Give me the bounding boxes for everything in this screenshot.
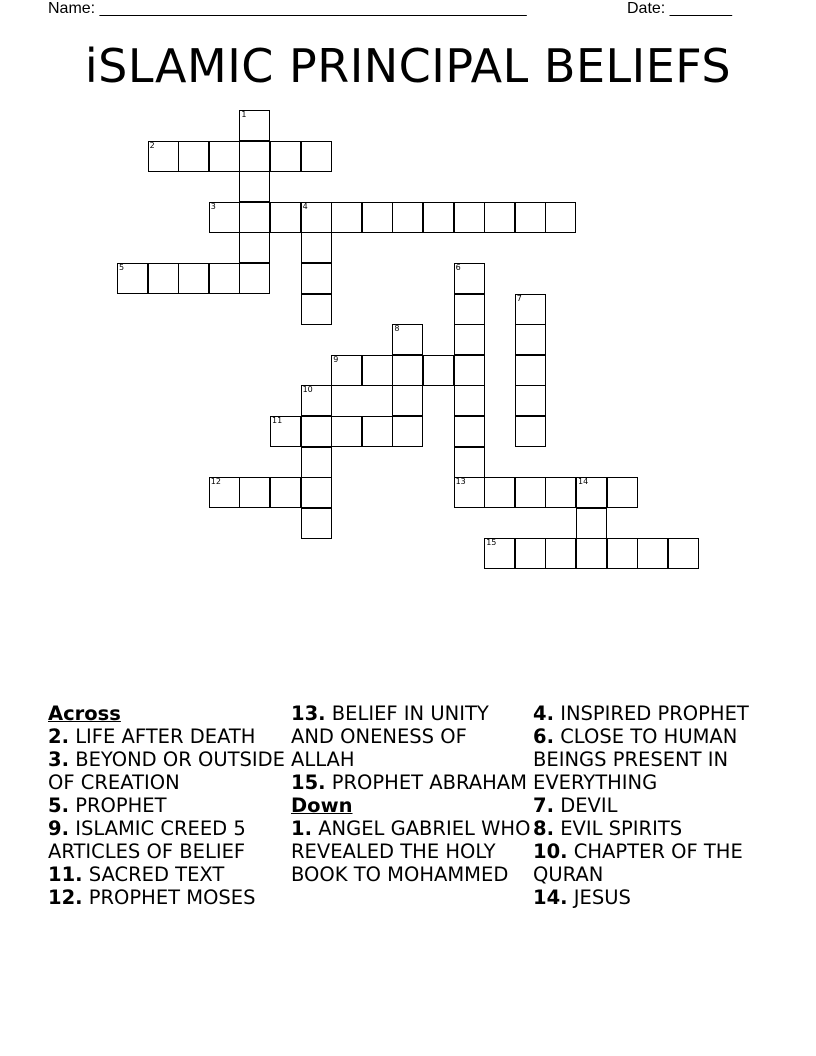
across-clue-5: 5. PROPHET xyxy=(48,794,167,817)
grid-cell[interactable] xyxy=(392,355,423,386)
down-clue-7: 7. DEVIL xyxy=(533,794,618,817)
grid-cell[interactable] xyxy=(515,355,546,386)
grid-cell[interactable] xyxy=(484,538,515,569)
grid-cell[interactable] xyxy=(331,355,362,386)
grid-cell[interactable] xyxy=(178,141,209,172)
clues-column-2 xyxy=(291,702,531,886)
across-clue-3: 3. BEYOND OR OUTSIDE OF CREATION xyxy=(48,748,285,794)
grid-cell[interactable] xyxy=(270,416,301,447)
grid-cell[interactable] xyxy=(515,477,546,508)
cell-number: 13 xyxy=(455,477,466,487)
grid-cell[interactable] xyxy=(148,263,179,294)
cell-number: 4 xyxy=(302,201,308,211)
across-clue-12: 12. PROPHET MOSES xyxy=(48,886,256,909)
grid-cell[interactable] xyxy=(576,508,607,539)
grid-cell[interactable] xyxy=(148,141,179,172)
across-clue-2: 2. LIFE AFTER DEATH xyxy=(48,725,256,748)
grid-cell[interactable] xyxy=(301,202,332,233)
across-clue-13: 13. BELIEF IN UNITY AND ONENESS OF ALLAH xyxy=(291,702,489,771)
down-clue-14: 14. JESUS xyxy=(533,886,631,909)
grid-cell[interactable] xyxy=(392,385,423,416)
grid-cell[interactable] xyxy=(392,202,423,233)
grid-cell[interactable] xyxy=(301,477,332,508)
grid-cell[interactable] xyxy=(239,110,270,141)
grid-cell[interactable] xyxy=(454,416,485,447)
cell-number: 1 xyxy=(241,110,247,119)
grid-cell[interactable] xyxy=(362,416,393,447)
cell-number: 3 xyxy=(210,201,216,211)
page-title: iSLAMIC PRINCIPAL BELIEFS xyxy=(84,39,732,93)
grid-cell[interactable] xyxy=(301,263,332,294)
across-clue-11: 11. SACRED TEXT xyxy=(48,863,225,886)
cell-number: 8 xyxy=(394,324,400,334)
grid-cell[interactable] xyxy=(301,508,332,539)
cell-number: 5 xyxy=(119,263,125,272)
name-field-line: Name: ________________________________________________ xyxy=(48,0,527,17)
clues-column-1 xyxy=(48,702,288,909)
grid-cell[interactable] xyxy=(454,355,485,386)
grid-cell[interactable] xyxy=(239,202,270,233)
cell-number: 15 xyxy=(486,538,497,548)
grid-cell[interactable] xyxy=(362,202,393,233)
grid-cell[interactable] xyxy=(515,202,546,233)
cell-number: 7 xyxy=(516,293,522,303)
down-clue-1: 1. ANGEL GABRIEL WHO REVEALED THE HOLY BOOK TO MOHAMMED xyxy=(291,817,531,886)
grid-cell[interactable] xyxy=(178,263,209,294)
grid-cell[interactable] xyxy=(362,355,393,386)
cell-number: 6 xyxy=(455,263,461,272)
cell-number: 9 xyxy=(333,354,339,364)
grid-cell[interactable] xyxy=(239,141,270,172)
across-heading: Across xyxy=(48,702,121,725)
cell-number: 14 xyxy=(578,477,589,487)
clues-column-3 xyxy=(533,702,773,909)
grid-cell[interactable] xyxy=(454,447,485,478)
grid-cell[interactable] xyxy=(270,141,301,172)
grid-cell[interactable] xyxy=(607,477,638,508)
down-clue-10: 10. CHAPTER OF THE QURAN xyxy=(533,840,743,886)
cell-number: 11 xyxy=(272,416,283,425)
down-clue-8: 8. EVIL SPIRITS xyxy=(533,817,683,840)
grid-cell[interactable] xyxy=(301,416,332,447)
grid-cell[interactable] xyxy=(454,477,485,508)
grid-cell[interactable] xyxy=(484,202,515,233)
grid-cell[interactable] xyxy=(301,141,332,172)
grid-cell[interactable] xyxy=(454,324,485,355)
grid-cell[interactable] xyxy=(392,324,423,355)
grid-cell[interactable] xyxy=(484,477,515,508)
grid-cell[interactable] xyxy=(270,477,301,508)
grid-cell[interactable] xyxy=(545,477,576,508)
grid-cell[interactable] xyxy=(607,538,638,569)
down-heading: Down xyxy=(291,794,353,817)
grid-cell[interactable] xyxy=(454,385,485,416)
grid-cell[interactable] xyxy=(668,538,699,569)
grid-cell[interactable] xyxy=(423,355,454,386)
grid-cell[interactable] xyxy=(209,202,240,233)
date-field-line: Date: _______ xyxy=(627,0,732,17)
grid-cell[interactable] xyxy=(301,294,332,325)
grid-cell[interactable] xyxy=(209,263,240,294)
grid-cell[interactable] xyxy=(515,538,546,569)
grid-cell[interactable] xyxy=(392,416,423,447)
grid-cell[interactable] xyxy=(239,232,270,263)
grid-cell[interactable] xyxy=(454,202,485,233)
grid-cell[interactable] xyxy=(637,538,668,569)
down-clue-4: 4. INSPIRED PROPHET xyxy=(533,702,749,725)
cell-number: 10 xyxy=(302,385,313,395)
cell-number: 12 xyxy=(210,477,221,487)
grid-cell[interactable] xyxy=(270,202,301,233)
grid-cell[interactable] xyxy=(301,232,332,263)
grid-cell[interactable] xyxy=(515,294,546,325)
grid-cell[interactable] xyxy=(301,385,332,416)
across-clue-15: 15. PROPHET ABRAHAM xyxy=(291,771,527,794)
grid-cell[interactable] xyxy=(331,416,362,447)
grid-cell[interactable] xyxy=(239,477,270,508)
down-clue-6: 6. CLOSE TO HUMAN BEINGS PRESENT IN EVERYTHING xyxy=(533,725,738,794)
grid-cell[interactable] xyxy=(331,202,362,233)
grid-cell[interactable] xyxy=(209,477,240,508)
grid-cell[interactable] xyxy=(301,447,332,478)
across-clue-9: 9. ISLAMIC CREED 5 ARTICLES OF BELIEF xyxy=(48,817,246,863)
grid-cell[interactable] xyxy=(545,538,576,569)
cell-number: 2 xyxy=(149,140,155,150)
grid-cell[interactable] xyxy=(576,538,607,569)
grid-cell[interactable] xyxy=(576,477,607,508)
grid-cell[interactable] xyxy=(239,171,270,202)
grid-cell[interactable] xyxy=(423,202,454,233)
grid-cell[interactable] xyxy=(515,416,546,447)
grid-cell[interactable] xyxy=(515,385,546,416)
grid-cell[interactable] xyxy=(545,202,576,233)
grid-cell[interactable] xyxy=(209,141,240,172)
grid-cell[interactable] xyxy=(454,263,485,294)
grid-cell[interactable] xyxy=(515,324,546,355)
grid-cell[interactable] xyxy=(454,294,485,325)
grid-cell[interactable] xyxy=(239,263,270,294)
grid-cell[interactable] xyxy=(117,263,148,294)
